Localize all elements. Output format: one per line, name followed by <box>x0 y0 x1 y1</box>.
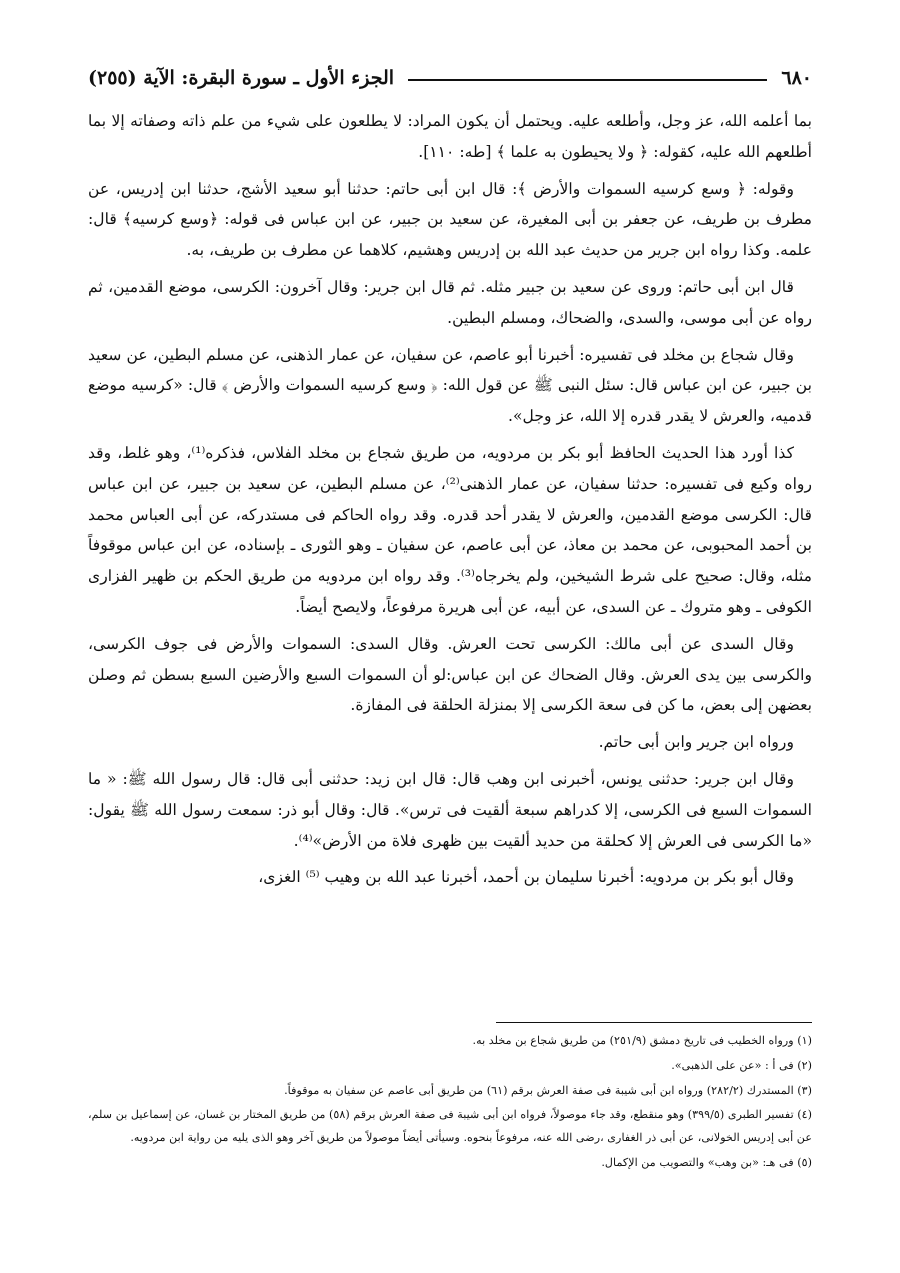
paragraph: كذا أورد هذا الحديث الحافظ أبو بكر بن مردويه، من طريق شجاع بن مخلد الفلاس، فذكره⁽¹⁾، وهو غلط، وقد رواه وكيع فى تفسيره: حدثنا سفيان، عن عمار الذهنى⁽²⁾، عن مسلم البطين، عن سعيد بن جبير، عن ابن عباس قال: الكرسى موضع القدمين، والعرش لا يقدر أحد قدره. وقد رواه الحاكم فى مستدركه، عن أبى العباس محمد بن أحمد المحبوبى، عن محمد بن معاذ، عن أبى عاصم، عن سفيان ـ وهو الثورى ـ بإسناده، عن ابن عباس موقوفاً مثله، وقال: صحيح على شرط الشيخين، ولم يخرجاه⁽³⁾. وقد رواه ابن مردويه من طريق الحكم بن ظهير الفزارى الكوفى ـ وهو متروك ـ عن السدى، عن أبيه، عن أبى هريرة مرفوعاً، ولايصح أيضاً. <box>88 443 813 616</box>
page-header <box>88 62 812 94</box>
paragraph: وقال شجاع بن مخلد فى تفسيره: أخبرنا أبو عاصم، عن سفيان، عن عمار الذهنى، عن مسلم البطين، عن سعيد بن جبير، عن ابن عباس قال: سئل النبى ﷺ عن قول الله: ﴿ وسع كرسيه السموات والأرض ﴾ قال: «كرسيه موضع قدميه، والعرش لا يقدر قدره إلا الله، عز وجل». <box>88 345 812 426</box>
footnote: (٤) تفسير الطبرى (٣٩٩/٥) وهو منقطع، وقد جاء موصولاً، فرواه ابن أبى شيبة فى صفة العرش برقم (٥٨) من طريق المختار بن غسان، عن إسماعيل بن سلم، عن أبى إدريس الخولانى، عن أبى ذر الغفارى ،رضى الله عنه، مرفوعاً بنحوه. وسيأتى أيضاً موصولاً من طريق آخر وهو الذى يليه من رواية ابن مردويه. <box>88 1108 812 1145</box>
footnote: (٣) المستدرك (٢٨٢/٢) ورواه ابن أبى شيبة فى صفة العرش برقم (٦١) من طريق أبى عاصم عن سفيان به موقوفاً. <box>284 1083 812 1097</box>
header-title: الجزء الأول ـ سورة البقرة: الآية (٢٥٥) <box>88 67 395 89</box>
footnote: (٥) فى هـ: «بن وهب» والتصويب من الإكمال. <box>601 1155 812 1169</box>
paragraph: قال ابن أبى حاتم: وروى عن سعيد بن جبير مثله. ثم قال ابن جرير: وقال آخرون: الكرسى، موضع القدمين، ثم رواه عن أبى موسى، والسدى، والضحاك، ومسلم البطين. <box>88 277 812 327</box>
main-text <box>88 106 812 899</box>
paragraph: بما أعلمه الله، عز وجل، وأطلعه عليه. ويحتمل أن يكون المراد: لا يطلعون على شيء من علم ذاته وصفاته إلا بما أطلعهم الله عليه، كقوله: ﴿ ولا يحيطون به علما ﴾ [طه: ١١٠]. <box>88 112 812 161</box>
paragraph: ورواه ابن جرير وابن أبى حاتم. <box>598 733 794 752</box>
footnote: (١) ورواه الخطيب فى تاريخ دمشق (٢٥١/٩) من طريق شجاع بن مخلد به. <box>472 1034 812 1047</box>
paragraph: وقال ابن جرير: حدثنى يونس، أخبرنى ابن وهب قال: قال ابن زيد: حدثنى أبى قال: قال رسول الله ﷺ: « ما السموات السبع فى الكرسى، إلا كدراهم سبعة ألقيت فى ترس». قال: وقال أبو ذر: سمعت رسول الله ﷺ يقول: «ما الكرسى فى العرش إلا كحلقة من حديد ألقيت بين ظهرى فلاة من الأرض»⁽⁴⁾. <box>88 769 812 850</box>
paragraph: وقال السدى عن أبى مالك: الكرسى تحت العرش. وقال السدى: السموات والأرض فى جوف الكرسى، والكرسى بين يدى العرش. وقال الضحاك عن ابن عباس:لو أن السموات السبع والأرضين السبع بسطن ثم وصلن بعضهن إلى بعض، ما كن فى سعة الكرسى إلا بمنزلة الحلقة فى المفازة. <box>88 634 812 715</box>
footnote: (٢) فى أ : «عن على الذهبى». <box>671 1058 812 1072</box>
paragraph: وقوله: ﴿ وسع كرسيه السموات والأرض ﴾: قال ابن أبى حاتم: حدثنا أبو سعيد الأشج، حدثنا ابن إدريس، عن مطرف بن طريف، عن جعفر بن أبى المغيرة، عن سعيد بن جبير، عن ابن عباس فى قوله: ﴿وسع كرسيه﴾ قال: علمه. وكذا رواه ابن جرير من حديث عبد الله بن إدريس وهشيم، كلاهما عن مطرف بن طريف، به. <box>88 179 812 260</box>
page-number: ٦٨٠ <box>781 67 812 89</box>
footnotes <box>88 1030 812 1177</box>
footnote-separator <box>496 1022 812 1023</box>
header-rule <box>408 79 767 81</box>
paragraph: وقال أبو بكر بن مردويه: أخبرنا سليمان بن أحمد، أخبرنا عبد الله بن وهيب ⁽⁵⁾ الغزى، <box>258 868 794 887</box>
